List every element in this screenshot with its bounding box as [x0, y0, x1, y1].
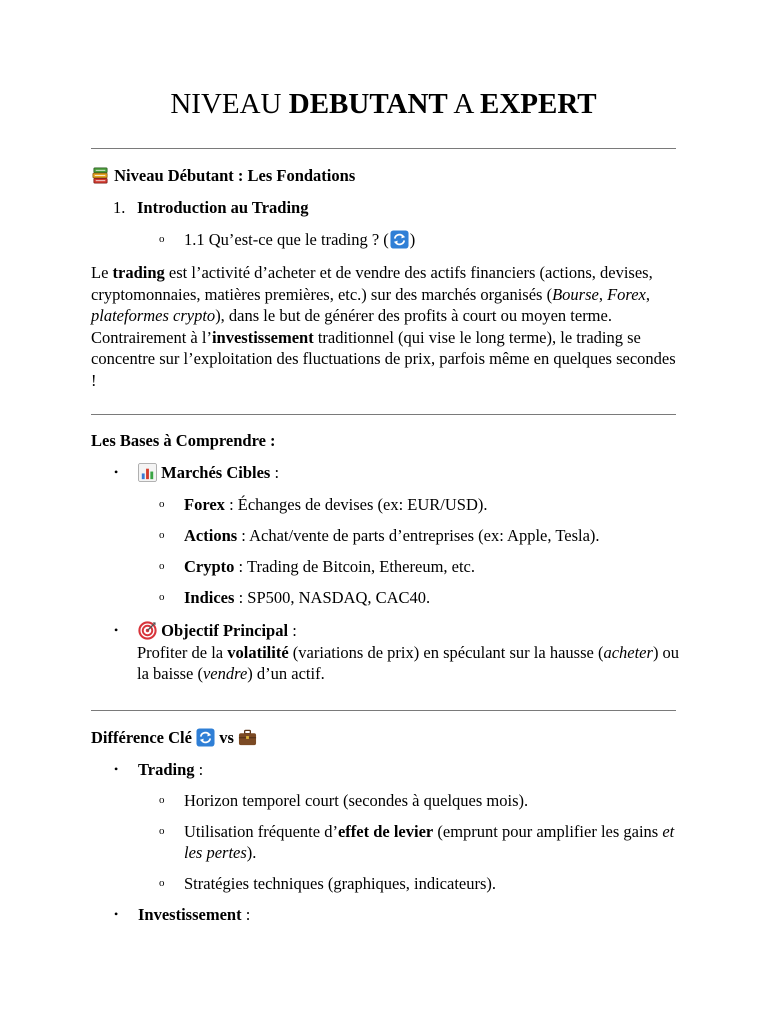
beginner-heading: Niveau Débutant : Les Fondations: [91, 165, 355, 186]
circle-bullet: o: [159, 233, 165, 245]
divider: [91, 148, 676, 149]
difference-heading: Différence Clé vs: [91, 727, 257, 748]
document-title: NIVEAU DEBUTANT A EXPERT: [170, 88, 597, 120]
bases-heading: Les Bases à Comprendre :: [91, 431, 276, 450]
objective-text: Profiter de la volatilité (variations de prix) en spéculant sur la hausse (acheter) ou la baisse (vendre) d’un actif.: [137, 643, 680, 683]
briefcase-icon: [238, 728, 257, 747]
cycle-arrows-icon: [196, 728, 215, 747]
cycle-arrows-icon: [390, 230, 409, 249]
divider: [91, 414, 676, 415]
divider: [91, 710, 676, 711]
bar-chart-icon: [138, 463, 157, 482]
intro-paragraph: Le trading est l’activité d’acheter et de vendre des actifs financiers (actions, devises, cryptomonnaies, matières premières, etc.) sur des marchés organisés (Bourse, Forex, plateformes crypto), dans le but de générer des profits à court ou moyen terme. Contrairement à l’investissement traditionnel (qui vise le long terme), le trading se concentre sur l’exploitation des fluctuations de prix, parfois même en quelques secondes !: [91, 263, 676, 390]
target-icon: [138, 621, 157, 640]
books-icon: [91, 166, 110, 185]
leverage-text: Utilisation fréquente d’effet de levier (emprunt pour amplifier les gains et les pertes).: [184, 822, 675, 862]
